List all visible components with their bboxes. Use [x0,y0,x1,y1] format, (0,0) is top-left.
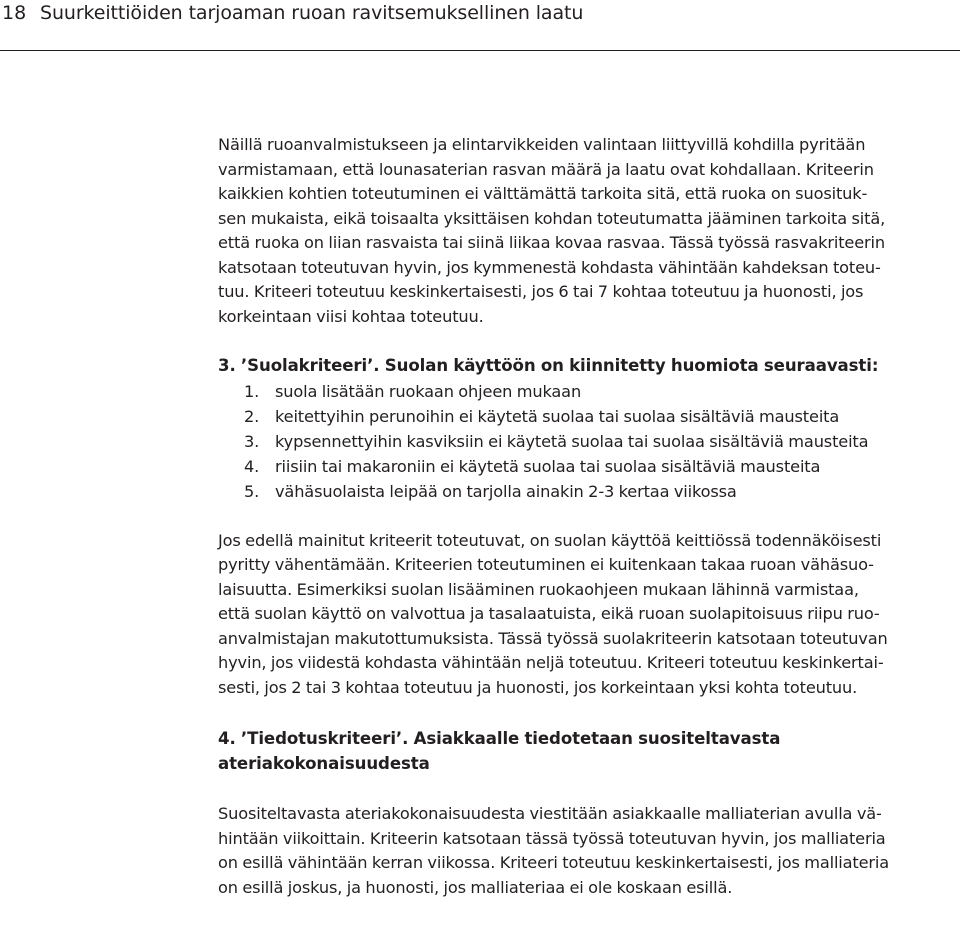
header-rule [0,50,960,51]
list-item [244,429,956,454]
page-number: 18 [2,2,27,24]
list-item [244,454,956,479]
list-item [244,404,956,429]
page-body [218,133,956,900]
salt-criterion-list [218,379,956,504]
list-item-number: 5. [244,481,260,501]
list-item-number: 1. [244,381,260,401]
list-item-text: vähäsuolaista leipää on tarjolla ainakin 2-3 kertaa viikossa [275,481,737,501]
intro-paragraph: Näillä ruoanvalmistukseen ja elintarvikkeiden valintaan liittyvillä kohdilla pyritään varmistamaan, että lounasaterian rasvan määrä ja laatu ovat kohdallaan. Kriteerin kaikkien kohtien toteutuminen ei välttämättä tarkoita sitä, että ruoka on suosituk- sen mukaista, eikä toisaalta yksittäisen kohdan toteutumatta jääminen tarkoita sitä, että ruoka on liian rasvaista tai siinä liikaa kovaa rasvaa. Tässä työssä rasvakriteerin katsotaan toteutuvan hyvin, jos kymmenestä kohdasta vähintään kahdeksan toteu- tuu. Kriteeri toteutuu keskinkertaisesti, jos 6 tai 7 kohtaa toteutuu ja huonosti, jos korkeintaan viisi kohtaa toteutuu. [218,135,886,326]
page-header [0,0,960,50]
list-item [244,479,956,504]
list-item-number: 3. [244,431,260,451]
list-item-number: 2. [244,406,260,426]
info-criterion-paragraph: Suositeltavasta ateriakokonaisuudesta viestitään asiakkaalle malliaterian avulla vä- hintään viikoittain. Kriteerin katsotaan tässä työssä toteutuvan hyvin, jos malliateria on esillä vähintään kerran viikossa. Kriteeri toteutuu keskinkertaisesti, jos malliateria on esillä joskus, ja huonosti, jos malliateriaa ei ole koskaan esillä. [218,804,890,897]
salt-criterion-paragraph: Jos edellä mainitut kriteerit toteutuvat, on suolan käyttöä keittiössä todennäköisesti pyritty vähentämään. Kriteerien toteutuminen ei kuitenkaan takaa ruoan vähäsuo- laisuutta. Esimerkiksi suolan lisääminen ruokaohjeen mukaan lähinnä varmistaa, että suolan käyttö on valvottua ja tasalaatuista, eikä ruoan suolapitoisuus riipu ruo- anvalmistajan makutottumuksista. Tässä työssä suolakriteerin katsotaan toteutuvan hyvin, jos viidestä kohdasta vähintään neljä toteutuu. Kriteeri toteutuu keskinkertai- sesti, jos 2 tai 3 kohtaa toteutuu ja huonosti, jos korkeintaan yksi kohta toteutuu. [218,530,888,697]
running-title: Suurkeittiöiden tarjoaman ruoan ravitsemuksellinen laatu [40,2,584,24]
list-item-text: riisiin tai makaroniin ei käytetä suolaa tai suolaa sisältäviä mausteita [275,456,821,476]
list-item [244,379,956,404]
list-item-text: kypsennettyihin kasviksiin ei käytetä suolaa tai suolaa sisältäviä mausteita [275,431,869,451]
salt-criterion-heading: 3. ’Suolakriteeri’. Suolan käyttöön on kiinnitetty huomiota seuraavasti: [218,356,879,375]
list-item-number: 4. [244,456,260,476]
list-item-text: suola lisätään ruokaan ohjeen mukaan [275,381,582,401]
list-item-text: keitettyihin perunoihin ei käytetä suolaa tai suolaa sisältäviä mausteita [275,406,840,426]
info-criterion-heading: 4. ’Tiedotuskriteeri’. Asiakkaalle tiedotetaan suositeltavasta ateriakokonaisuudesta [218,729,781,773]
